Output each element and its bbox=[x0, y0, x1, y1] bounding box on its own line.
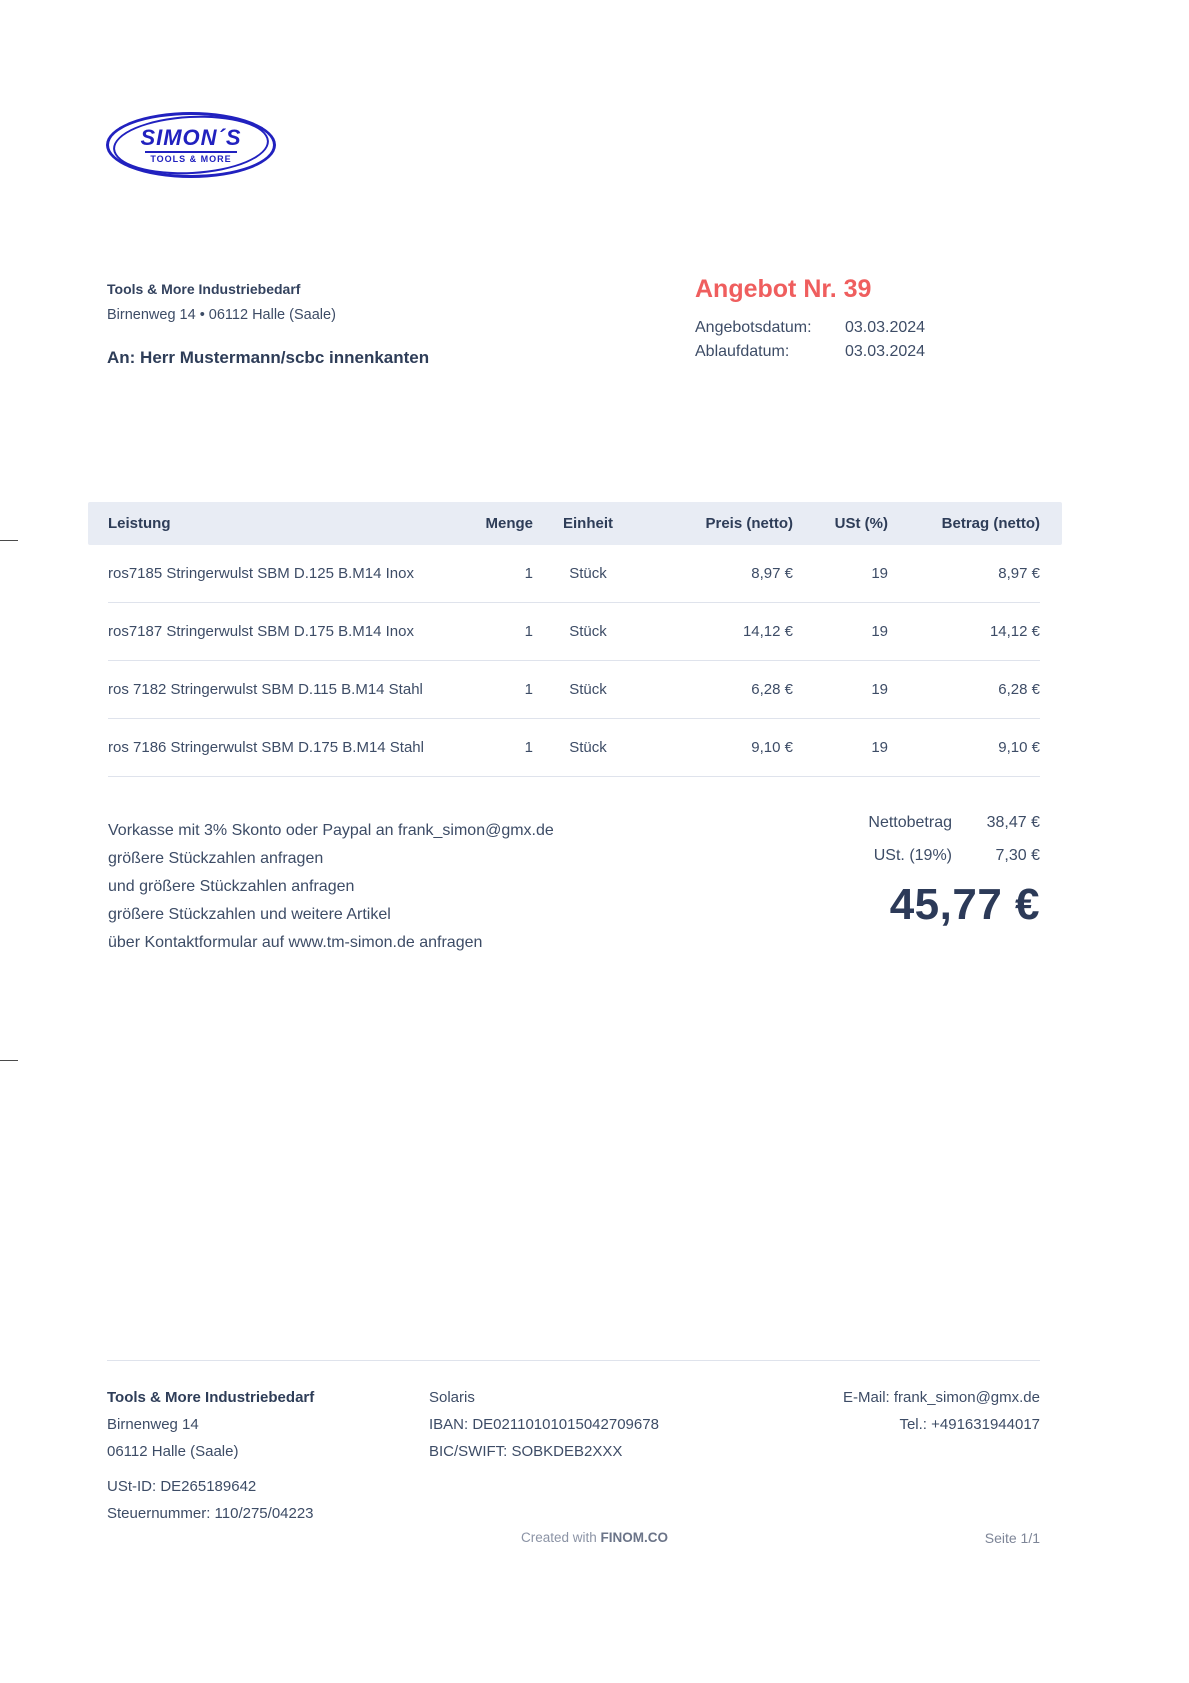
note-line: Vorkasse mit 3% Skonto oder Paypal an frank_simon@gmx.de bbox=[108, 822, 554, 839]
items-table bbox=[88, 502, 1062, 777]
cell-einheit: Stück bbox=[569, 739, 607, 756]
quote-title: Angebot Nr. 39 bbox=[695, 275, 872, 303]
bottom-bar bbox=[0, 1530, 1189, 1550]
note-line: und größere Stückzahlen anfragen bbox=[108, 878, 355, 895]
note-line: größere Stückzahlen anfragen bbox=[108, 850, 324, 867]
table-row bbox=[108, 661, 1040, 719]
expiry-date-label: Ablaufdatum: bbox=[695, 343, 790, 360]
recipient-line: An: Herr Mustermann/scbc innenkanten bbox=[107, 348, 430, 367]
cell-ust: 19 bbox=[871, 681, 888, 698]
cell-menge: 1 bbox=[524, 565, 533, 582]
footer-email: E-Mail: frank_simon@gmx.de bbox=[843, 1389, 1040, 1406]
cell-leistung: ros 7186 Stringerwulst SBM D.175 B.M14 Stahl bbox=[108, 739, 424, 756]
col-header-menge: Menge bbox=[485, 515, 533, 532]
vat-total-value: 7,30 € bbox=[995, 847, 1040, 864]
footer-phone: Tel.: +491631944017 bbox=[899, 1416, 1040, 1433]
footer-company-name: Tools & More Industriebedarf bbox=[107, 1389, 315, 1406]
cell-preis: 9,10 € bbox=[751, 739, 793, 756]
quote-date-label: Angebotsdatum: bbox=[695, 319, 812, 336]
company-logo bbox=[106, 112, 276, 178]
cell-menge: 1 bbox=[524, 681, 533, 698]
cell-betrag: 9,10 € bbox=[998, 739, 1040, 756]
cell-betrag: 14,12 € bbox=[989, 623, 1040, 640]
cell-preis: 8,97 € bbox=[751, 565, 793, 582]
fold-mark-bottom bbox=[0, 1060, 18, 1061]
footer-bic: BIC/SWIFT: SOBKDEB2XXX bbox=[429, 1443, 623, 1460]
footer-tax-number: Steuernummer: 110/275/04223 bbox=[107, 1505, 314, 1522]
expiry-date-row bbox=[695, 343, 1045, 361]
footer-contact-column bbox=[843, 1389, 1040, 1532]
col-header-preis: Preis (netto) bbox=[705, 515, 793, 532]
footer bbox=[107, 1360, 1040, 1532]
cell-menge: 1 bbox=[524, 623, 533, 640]
cell-betrag: 6,28 € bbox=[998, 681, 1040, 698]
footer-company-column bbox=[107, 1389, 429, 1532]
note-line: über Kontaktformular auf www.tm-simon.de anfragen bbox=[108, 934, 483, 951]
footer-vat-id: USt-ID: DE265189642 bbox=[107, 1478, 257, 1495]
vat-total-row bbox=[868, 847, 1040, 865]
cell-ust: 19 bbox=[871, 565, 888, 582]
table-row bbox=[108, 545, 1040, 603]
col-header-leistung: Leistung bbox=[108, 515, 171, 532]
sender-address: Birnenweg 14 • 06112 Halle (Saale) bbox=[107, 307, 336, 323]
cell-leistung: ros7185 Stringerwulst SBM D.125 B.M14 Inox bbox=[108, 565, 414, 582]
cell-ust: 19 bbox=[871, 623, 888, 640]
expiry-date-value: 03.03.2024 bbox=[845, 343, 926, 360]
page-number: Seite 1/1 bbox=[984, 1530, 1040, 1546]
cell-leistung: ros 7182 Stringerwulst SBM D.115 B.M14 Stahl bbox=[108, 681, 423, 698]
totals-block bbox=[868, 814, 1040, 930]
sender-name: Tools & More Industriebedarf bbox=[107, 281, 301, 297]
footer-bank-column bbox=[429, 1389, 843, 1532]
vat-total-label: USt. (19%) bbox=[873, 847, 952, 864]
cell-leistung: ros7187 Stringerwulst SBM D.175 B.M14 Inox bbox=[108, 623, 414, 640]
sender-block bbox=[107, 281, 336, 323]
footer-company-street: Birnenweg 14 bbox=[107, 1416, 199, 1433]
cell-betrag: 8,97 € bbox=[998, 565, 1040, 582]
net-total-row bbox=[868, 814, 1040, 832]
created-with-brand: FINOM.CO bbox=[600, 1530, 669, 1545]
footer-bank-name: Solaris bbox=[429, 1389, 475, 1406]
note-line: größere Stückzahlen und weitere Artikel bbox=[108, 906, 391, 923]
payment-notes bbox=[108, 817, 554, 957]
col-header-betrag: Betrag (netto) bbox=[941, 515, 1040, 532]
table-row bbox=[108, 603, 1040, 661]
net-total-label: Nettobetrag bbox=[868, 814, 952, 831]
quote-info-block bbox=[695, 275, 1045, 367]
col-header-einheit: Einheit bbox=[562, 515, 613, 532]
cell-preis: 6,28 € bbox=[751, 681, 793, 698]
cell-preis: 14,12 € bbox=[742, 623, 793, 640]
cell-menge: 1 bbox=[524, 739, 533, 756]
fold-mark-top bbox=[0, 540, 18, 541]
logo-brand-name: SIMON´S bbox=[140, 124, 242, 150]
quote-dates bbox=[695, 319, 1045, 361]
created-with-prefix: Created with bbox=[520, 1530, 601, 1545]
col-header-ust: USt (%) bbox=[834, 515, 888, 532]
logo-tagline: TOOLS & MORE bbox=[145, 151, 236, 164]
cell-ust: 19 bbox=[871, 739, 888, 756]
footer-iban: IBAN: DE02110101015042709678 bbox=[429, 1416, 659, 1433]
quote-date-row bbox=[695, 319, 1045, 337]
footer-company-city: 06112 Halle (Saale) bbox=[107, 1443, 239, 1460]
logo-text bbox=[106, 112, 276, 178]
cell-einheit: Stück bbox=[569, 681, 607, 698]
grand-total-value: 45,77 € bbox=[889, 880, 1040, 929]
cell-einheit: Stück bbox=[569, 565, 607, 582]
quote-date-value: 03.03.2024 bbox=[845, 319, 926, 336]
table-row bbox=[108, 719, 1040, 777]
net-total-value: 38,47 € bbox=[986, 814, 1040, 831]
table-header-row bbox=[88, 502, 1062, 545]
cell-einheit: Stück bbox=[569, 623, 607, 640]
footer-columns bbox=[107, 1389, 1040, 1532]
